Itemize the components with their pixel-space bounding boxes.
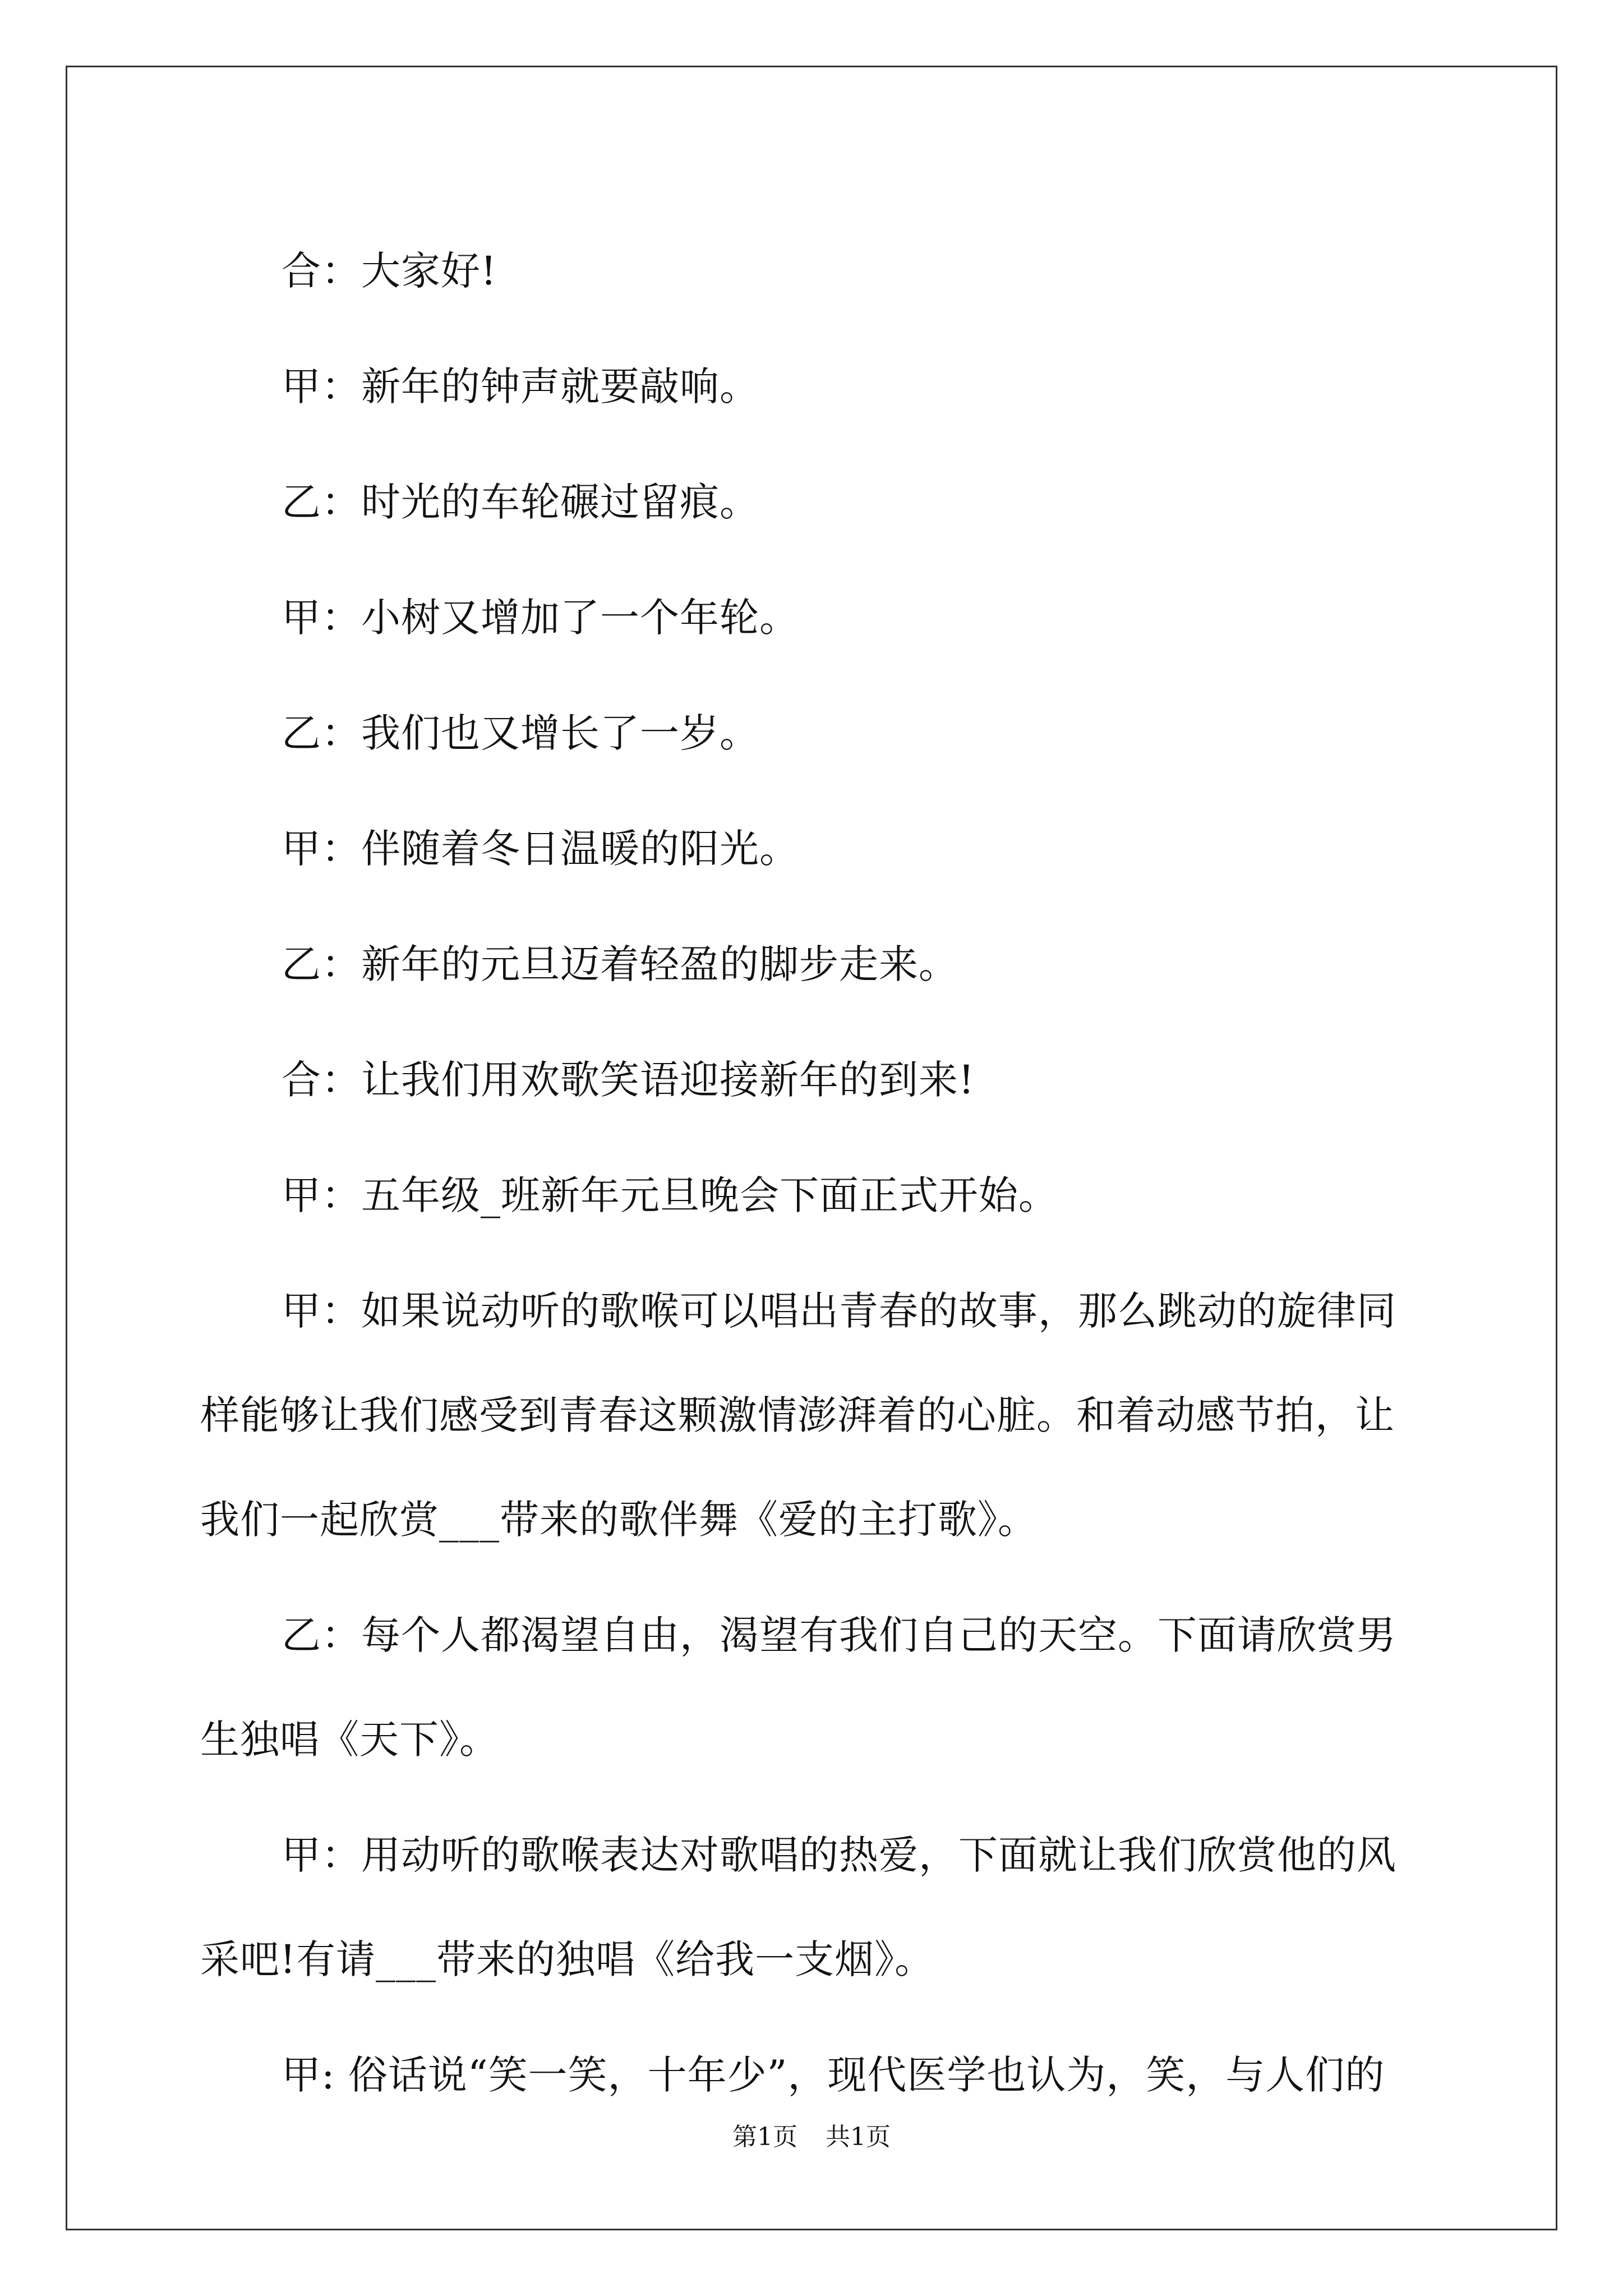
paragraph: 甲：小树又增加了一个年轮。 <box>282 595 799 641</box>
paragraph: 甲：伴随着冬日温暖的阳光。 <box>282 826 799 872</box>
paragraph: 乙：时光的车轮碾过留痕。 <box>282 479 759 525</box>
page-number-total: 共1页 <box>826 2123 891 2151</box>
paragraph: 乙：新年的元旦迈着轻盈的脚步走来。 <box>282 941 958 987</box>
paragraph: 乙：我们也又增长了一岁。 <box>282 710 759 756</box>
page-number-current: 第1页 <box>732 2123 797 2151</box>
page-footer <box>0 2120 1623 2154</box>
paragraph: 合：让我们用欢歌笑语迎接新年的到来! <box>282 1057 975 1103</box>
paragraph: 合：大家好! <box>282 248 497 294</box>
paragraph: 甲：用动听的歌喉表达对歌唱的热爱，下面就让我们欣赏他的风采吧!有请___带来的独唱《给我一支烟》。 <box>200 1832 1396 1982</box>
paragraph: 甲：如果说动听的歌喉可以唱出青春的故事，那么跳动的旋律同样能够让我们感受到青春这颗激情澎湃着的心脏。和着动感节拍，让我们一起欣赏___带来的歌伴舞《爱的主打歌》。 <box>200 1288 1396 1543</box>
paragraph: 甲: 俗话说“笑一笑，十年少”，现代医学也认为，笑，与人们的 <box>282 2052 1385 2098</box>
paragraph: 甲：新年的钟声就要敲响。 <box>282 364 759 409</box>
paragraph: 乙：每个人都渴望自由，渴望有我们自己的天空。下面请欣赏男生独唱《天下》。 <box>200 1612 1396 1763</box>
paragraph: 甲：五年级_班新年元旦晚会下面正式开始。 <box>282 1172 1058 1218</box>
document-body <box>200 219 1428 2138</box>
